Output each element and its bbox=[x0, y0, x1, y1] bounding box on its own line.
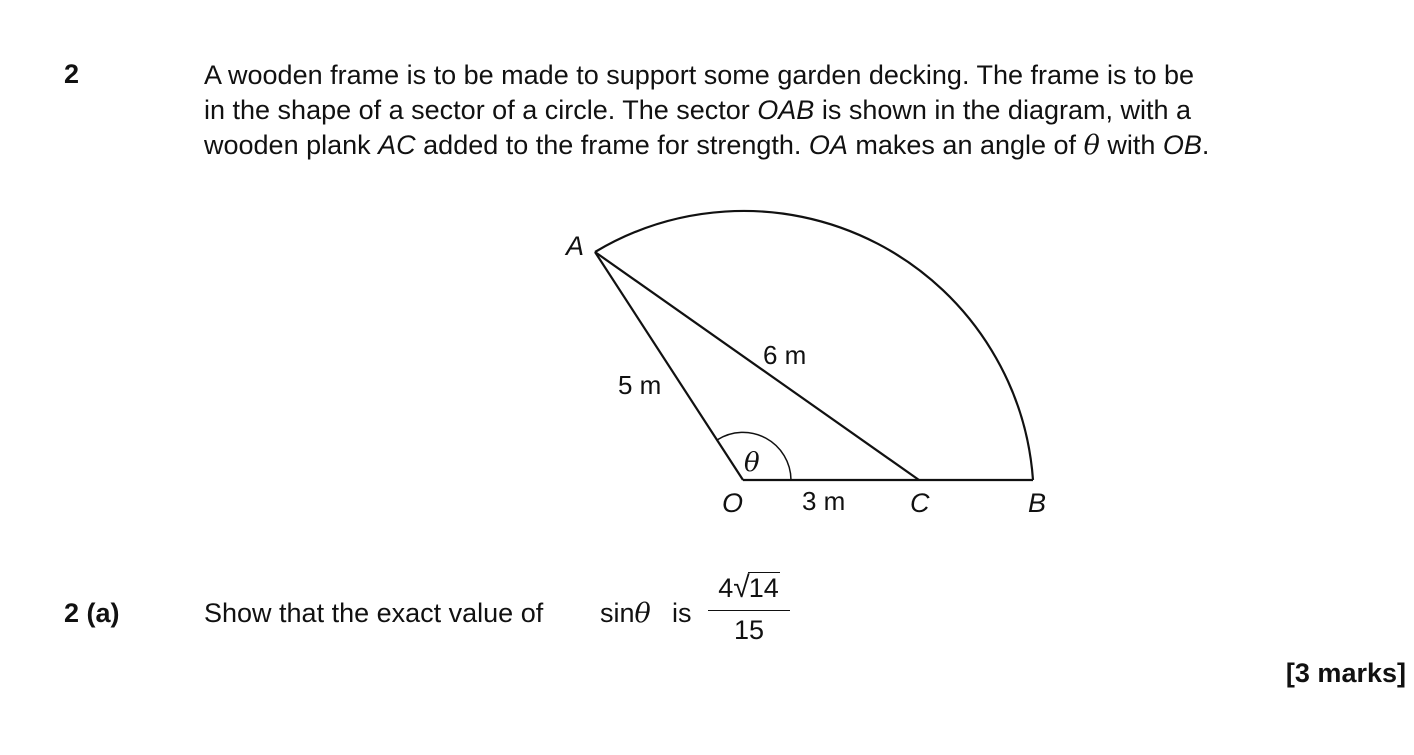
label-point-b: B bbox=[1028, 488, 1047, 518]
sin-text: sin bbox=[600, 598, 635, 628]
term-side-ob: OB bbox=[1162, 130, 1202, 160]
square-root bbox=[733, 568, 780, 608]
radical-sign-icon: √ bbox=[733, 571, 750, 604]
label-angle-theta: θ bbox=[744, 448, 760, 478]
line-ac bbox=[595, 252, 919, 480]
intro-text-2b: is shown in the diagram, with a bbox=[814, 95, 1192, 125]
fraction-numerator bbox=[708, 568, 790, 608]
sin-theta-expression bbox=[600, 597, 651, 630]
part-a-number: 2 (a) bbox=[64, 598, 120, 628]
sector-arc bbox=[595, 211, 1033, 480]
radicand: 14 bbox=[748, 573, 779, 603]
fraction-value bbox=[708, 568, 790, 649]
intro-text-3b: added to the frame for strength. bbox=[415, 130, 809, 160]
label-length-oa: 5 m bbox=[618, 370, 662, 400]
intro-text-1: A wooden frame is to be made to support some garden decking. The frame is to be bbox=[204, 60, 1195, 90]
label-length-oc: 3 m bbox=[802, 486, 846, 516]
intro-text-3c: makes an angle of bbox=[847, 130, 1084, 160]
label-point-c: C bbox=[910, 488, 930, 518]
intro-text-3d: with bbox=[1099, 130, 1163, 160]
label-length-ac: 6 m bbox=[763, 340, 807, 370]
label-point-a: A bbox=[566, 231, 585, 261]
intro-text-3e: . bbox=[1201, 130, 1210, 160]
intro-text-2a: in the shape of a sector of a circle. The sector bbox=[204, 95, 758, 125]
numerator-coefficient: 4 bbox=[718, 573, 734, 603]
part-a-prompt: Show that the exact value of bbox=[204, 598, 544, 628]
fraction-denominator: 15 bbox=[733, 615, 765, 645]
theta-symbol: θ bbox=[634, 598, 651, 629]
term-side-oa: OA bbox=[808, 130, 848, 160]
term-plank-ac: AC bbox=[378, 130, 416, 160]
term-theta: θ bbox=[1083, 130, 1100, 161]
label-point-o: O bbox=[722, 488, 744, 518]
line-oa bbox=[595, 252, 743, 480]
question-number: 2 bbox=[64, 59, 80, 89]
term-sector-oab: OAB bbox=[757, 95, 815, 125]
word-is: is bbox=[672, 598, 692, 628]
marks-label: [3 marks] bbox=[1285, 658, 1406, 688]
intro-text-3a: wooden plank bbox=[204, 130, 379, 160]
